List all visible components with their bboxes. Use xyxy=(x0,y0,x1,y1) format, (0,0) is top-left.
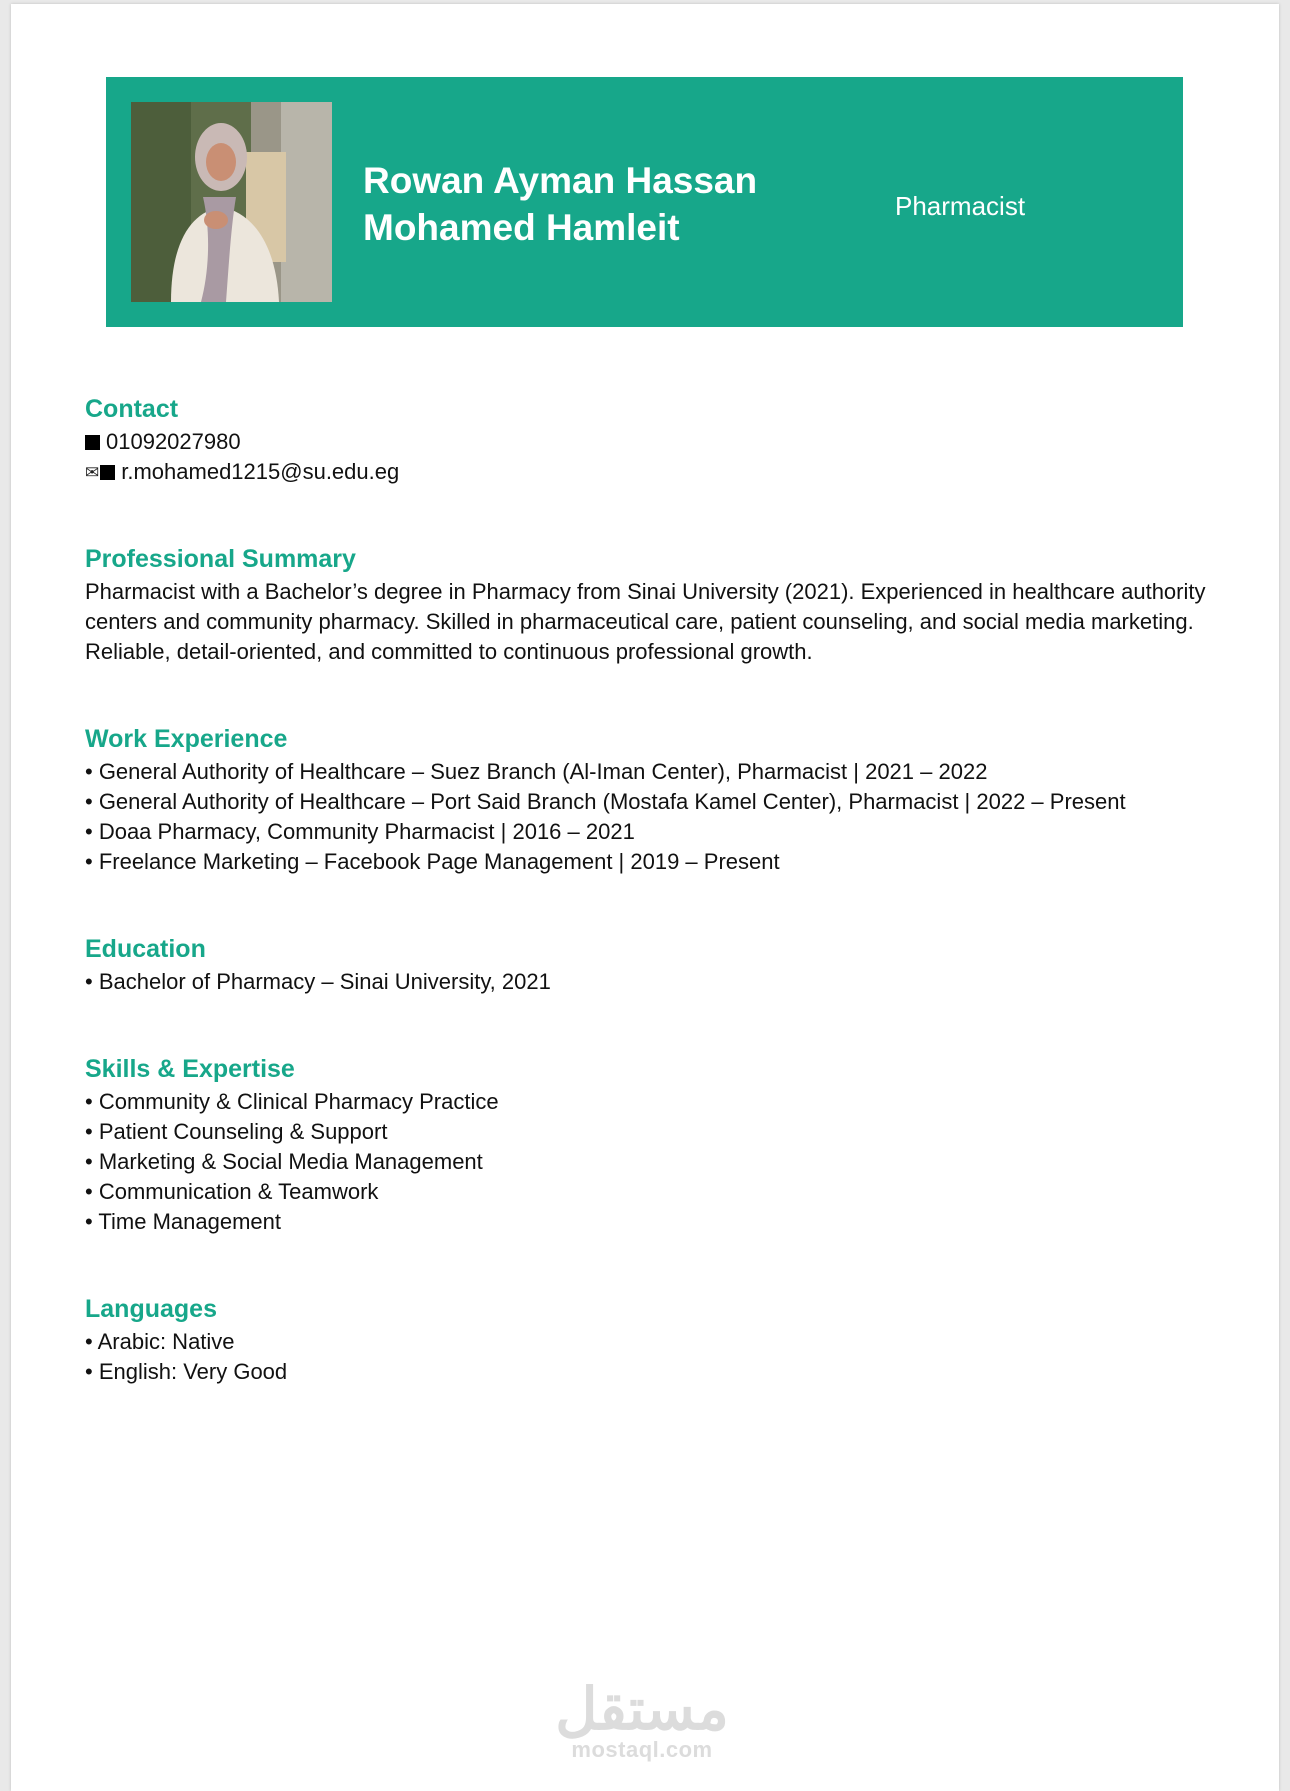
education-heading: Education xyxy=(85,935,206,963)
skill-item: • Community & Clinical Pharmacy Practice xyxy=(85,1089,499,1114)
experience-heading: Work Experience xyxy=(85,725,288,753)
job-title: Pharmacist xyxy=(895,191,1026,221)
experience-item: • Doaa Pharmacy, Community Pharmacist | 2016 – 2021 xyxy=(85,819,635,844)
watermark-latin: mostaql.com xyxy=(571,1737,713,1762)
contact-heading: Contact xyxy=(85,395,179,423)
summary-section xyxy=(85,543,1235,667)
experience-item: • General Authority of Healthcare – Suez Branch (Al-Iman Center), Pharmacist | 2021 – 2022 xyxy=(85,759,988,784)
skills-heading: Skills & Expertise xyxy=(85,1055,295,1083)
name-line-1: Rowan Ayman Hassan xyxy=(363,160,758,201)
experience-section xyxy=(85,723,1235,877)
skills-section xyxy=(85,1053,1235,1237)
black-square-icon xyxy=(85,435,100,450)
languages-heading: Languages xyxy=(85,1295,217,1323)
black-square-icon xyxy=(100,465,115,480)
phone-line xyxy=(85,427,1235,457)
resume-header xyxy=(106,77,1183,327)
email-address[interactable]: r.mohamed1215@su.edu.eg xyxy=(121,459,400,484)
resume-page xyxy=(11,4,1279,1791)
experience-item: • General Authority of Healthcare – Port Said Branch (Mostafa Kamel Center), Pharmacist | 2022 – Present xyxy=(85,789,1126,814)
education-item: • Bachelor of Pharmacy – Sinai University, 2021 xyxy=(85,969,551,994)
phone-number: 01092027980 xyxy=(106,429,241,454)
education-section xyxy=(85,933,1235,997)
skill-item: • Marketing & Social Media Management xyxy=(85,1149,483,1174)
profile-photo xyxy=(131,102,332,302)
language-item: • Arabic: Native xyxy=(85,1329,235,1354)
email-line xyxy=(85,457,1235,488)
skill-item: • Communication & Teamwork xyxy=(85,1179,379,1204)
candidate-name xyxy=(363,157,823,251)
skill-item: • Time Management xyxy=(85,1209,282,1234)
summary-text: Pharmacist with a Bachelor’s degree in Pharmacy from Sinai University (2021). Experienced in healthcare authority centers and community pharmacy. Skilled in pharmaceutical care, patient counseling, and social media marketing. Reliable, detail-oriented, and committed to continuous professional growth. xyxy=(85,579,1206,664)
mostaql-watermark xyxy=(552,1677,732,1762)
experience-item: • Freelance Marketing – Facebook Page Management | 2019 – Present xyxy=(85,849,780,874)
envelope-icon: ✉ xyxy=(85,463,100,482)
languages-section xyxy=(85,1293,1235,1387)
contact-section xyxy=(85,393,1235,488)
name-line-2: Mohamed Hamleit xyxy=(363,207,680,248)
summary-heading: Professional Summary xyxy=(85,545,356,573)
watermark-arabic: مستقل xyxy=(555,1677,729,1742)
language-item: • English: Very Good xyxy=(85,1359,288,1384)
skill-item: • Patient Counseling & Support xyxy=(85,1119,388,1144)
